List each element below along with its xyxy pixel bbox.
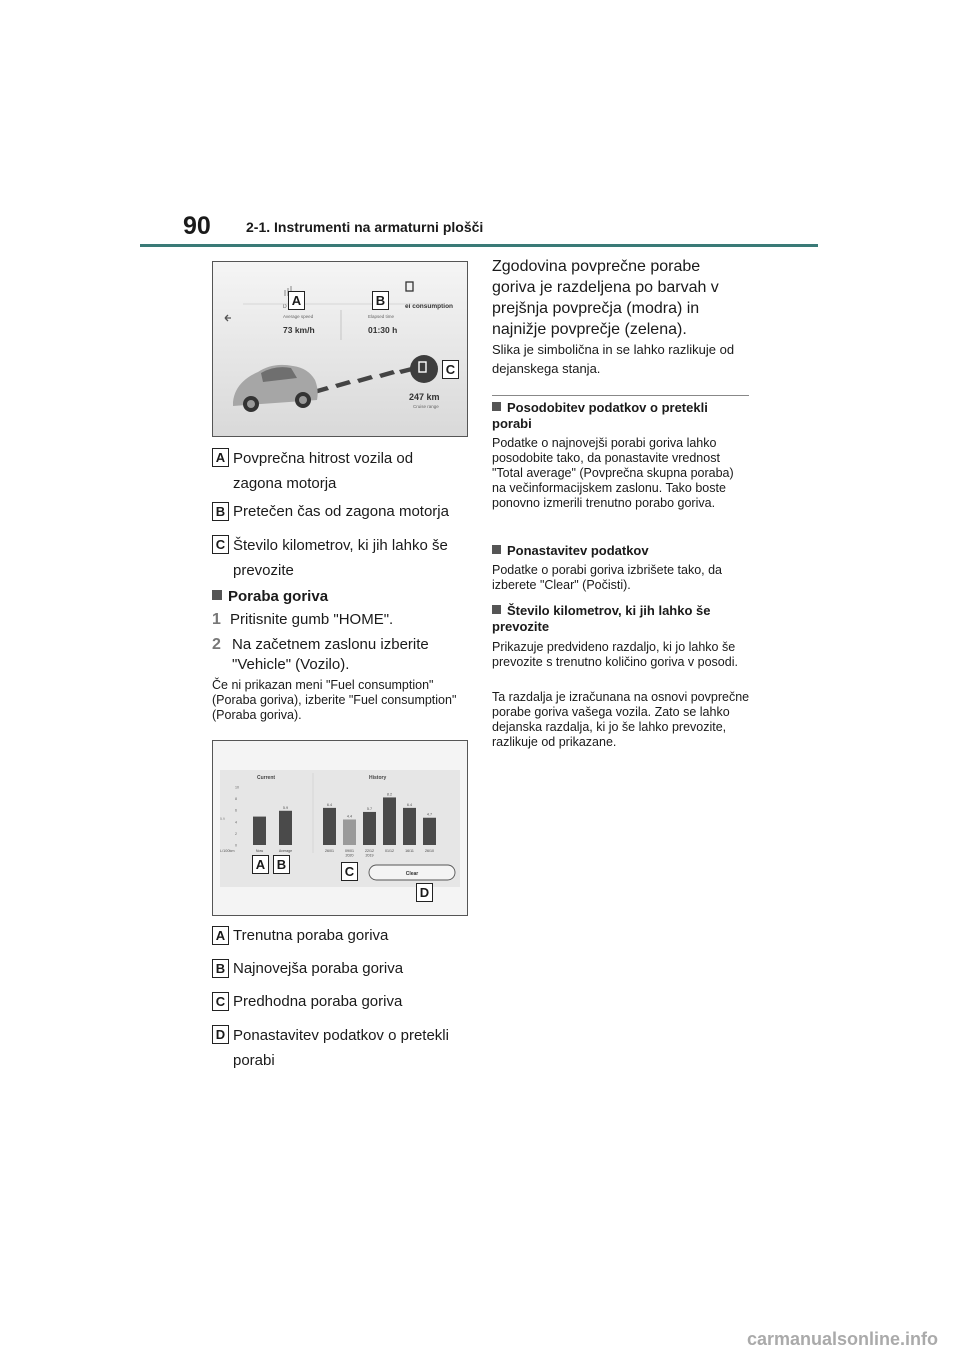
x-axis-label: 2020 [345, 853, 354, 858]
bar-value-label: 4.4 [346, 814, 353, 819]
history-label: History [369, 775, 387, 781]
y-tick-label: 6 [235, 808, 237, 813]
legend-letter: A [212, 448, 229, 467]
reset-data-text: Podatke o porabi goriva izbrišete tako, da izberete "Clear" (Počisti). [492, 563, 722, 592]
bar [343, 819, 356, 845]
legend-letter: B [212, 502, 229, 521]
cruise-range-text: Prikazuje predvideno razdaljo, ki jo lahko še prevozite s trenutno količino goriva v posodi. [492, 640, 738, 669]
side-value: 5.9 [220, 817, 225, 821]
distance-label: D [283, 304, 287, 310]
x-axis-label: 26/10 [425, 849, 434, 853]
callout-a: A [252, 855, 269, 874]
trip-info-screen-figure [212, 261, 468, 437]
fuel-consumption-screen-figure [212, 740, 468, 916]
elapsed-time-value: 01:30 h [368, 325, 398, 335]
x-axis-label: Average [278, 849, 293, 853]
legend-text: Najnovejša poraba goriva [233, 960, 404, 977]
callout-c: C [442, 360, 459, 379]
update-history-heading: Posodobitev podatkov o pretekli porabi [492, 400, 708, 431]
y-tick-label: 0 [235, 843, 237, 848]
history-colors-paragraph: Zgodovina povprečne porabe goriva je razdeljena po barvah v prejšnja povprečja (modra) in najnižje povprečje (zelena). [492, 258, 719, 338]
header-divider [140, 244, 818, 247]
legend-text: Ponastavitev podatkov o pretekli porabi [233, 1027, 449, 1069]
cruise-range-label: Cruise range [413, 404, 439, 409]
legend-text: Pretečen čas od zagona motorja [233, 503, 449, 520]
x-axis-label: 09/01 [345, 849, 354, 853]
trip-info-screen-illustration [213, 262, 467, 436]
x-axis-label: 26/01 [325, 849, 334, 853]
square-bullet-icon [492, 545, 501, 554]
watermark: carmanualsonline.info [746, 1329, 938, 1349]
legend-letter: C [212, 535, 229, 554]
legend-text: Trenutna poraba goriva [233, 927, 389, 944]
x-axis-label: 2019 [365, 853, 374, 858]
bar [279, 811, 292, 845]
fuel-consumption-heading: Poraba goriva [212, 588, 328, 605]
reset-data-heading: Ponastavitev podatkov [492, 543, 748, 559]
x-axis-label: 22/12 [365, 849, 374, 853]
y-tick-label: 10 [235, 785, 239, 790]
cruise-range-text-2: Ta razdalja je izračunana na osnovi povprečne porabe goriva vašega vozila. Zato se lahko dejanska razdalja, ki jo še lahko prevozite, razlikuje od prikazane. [492, 690, 750, 749]
step-1: 1 Pritisnite gumb "HOME". [212, 611, 394, 628]
average-speed-label: Average speed [283, 314, 314, 319]
current-label: Current [257, 775, 276, 781]
cruise-range-value: 247 km [409, 392, 440, 402]
legend-letter: D [212, 1025, 229, 1044]
bar [403, 808, 416, 845]
update-history-text: Podatke o najnovejši porabi goriva lahko posodobite tako, da ponastavite vrednost "Total average" (Povprečna skupna poraba) na večinformacijskem zaslonu. Tako boste ponovno izmerili trenutno porabo goriva. [492, 436, 734, 510]
legend-text: Povprečna hitrost vozila od zagona motorja [233, 450, 414, 492]
bar [323, 808, 336, 845]
square-bullet-icon [492, 402, 501, 411]
callout-a: A [288, 291, 305, 310]
range-fuel-icon [410, 355, 438, 383]
average-speed-value: 73 km/h [283, 325, 315, 335]
callout-b: B [372, 291, 389, 310]
y-tick-label: 2 [235, 831, 237, 836]
page-number: 90 [183, 212, 211, 240]
unit-label: L/100km [220, 849, 235, 853]
bar-value-label: 5.7 [366, 806, 373, 811]
menu-note: Če ni prikazan meni "Fuel consumption" (Poraba goriva), izberite "Fuel consumption" (Poraba goriva). [212, 678, 457, 722]
step-2: 2 Na začetnem zaslonu izberite "Vehicle" (Vozilo). [212, 636, 429, 673]
symbolic-image-note: Slika je simbolična in se lahko razlikuje od dejanskega stanja. [492, 342, 735, 376]
y-tick-label: 4 [235, 820, 237, 825]
bar-value-label: 5.9 [282, 805, 289, 810]
x-axis-label: 01/12 [385, 849, 394, 853]
callout-b: B [273, 855, 290, 874]
legend-letter: C [212, 992, 229, 1011]
bar [383, 797, 396, 845]
bar-value-label: 4.7 [426, 812, 433, 817]
bar-value-label: 8.2 [386, 792, 393, 797]
bar-value-label: 6.4 [326, 802, 333, 807]
x-axis-label: 16/11 [405, 849, 414, 853]
callout-c: C [341, 862, 358, 881]
legend-letter: A [212, 926, 229, 945]
square-bullet-icon [212, 590, 222, 600]
bar [363, 812, 376, 845]
fuel-consumption-tab[interactable]: el consumption [405, 303, 454, 310]
bar [423, 818, 436, 845]
section-title: 2-1. Instrumenti na armaturni plošči [246, 219, 484, 235]
clear-button-label[interactable]: Clear [405, 871, 419, 877]
x-axis-label: Now [255, 849, 264, 853]
bar [253, 817, 266, 845]
callout-d: D [416, 883, 433, 902]
y-tick-label: 8 [235, 797, 237, 802]
legend-letter: B [212, 959, 229, 978]
legend-text: Število kilometrov, ki jih lahko še prevozite [233, 537, 448, 579]
bar-value-label: 6.4 [406, 802, 413, 807]
square-bullet-icon [492, 605, 501, 614]
legend-text: Predhodna poraba goriva [233, 993, 403, 1010]
section-divider [492, 395, 749, 396]
elapsed-time-label: Elapsed time [368, 314, 395, 319]
cruise-range-heading: Število kilometrov, ki jih lahko še prevozite [492, 603, 711, 634]
